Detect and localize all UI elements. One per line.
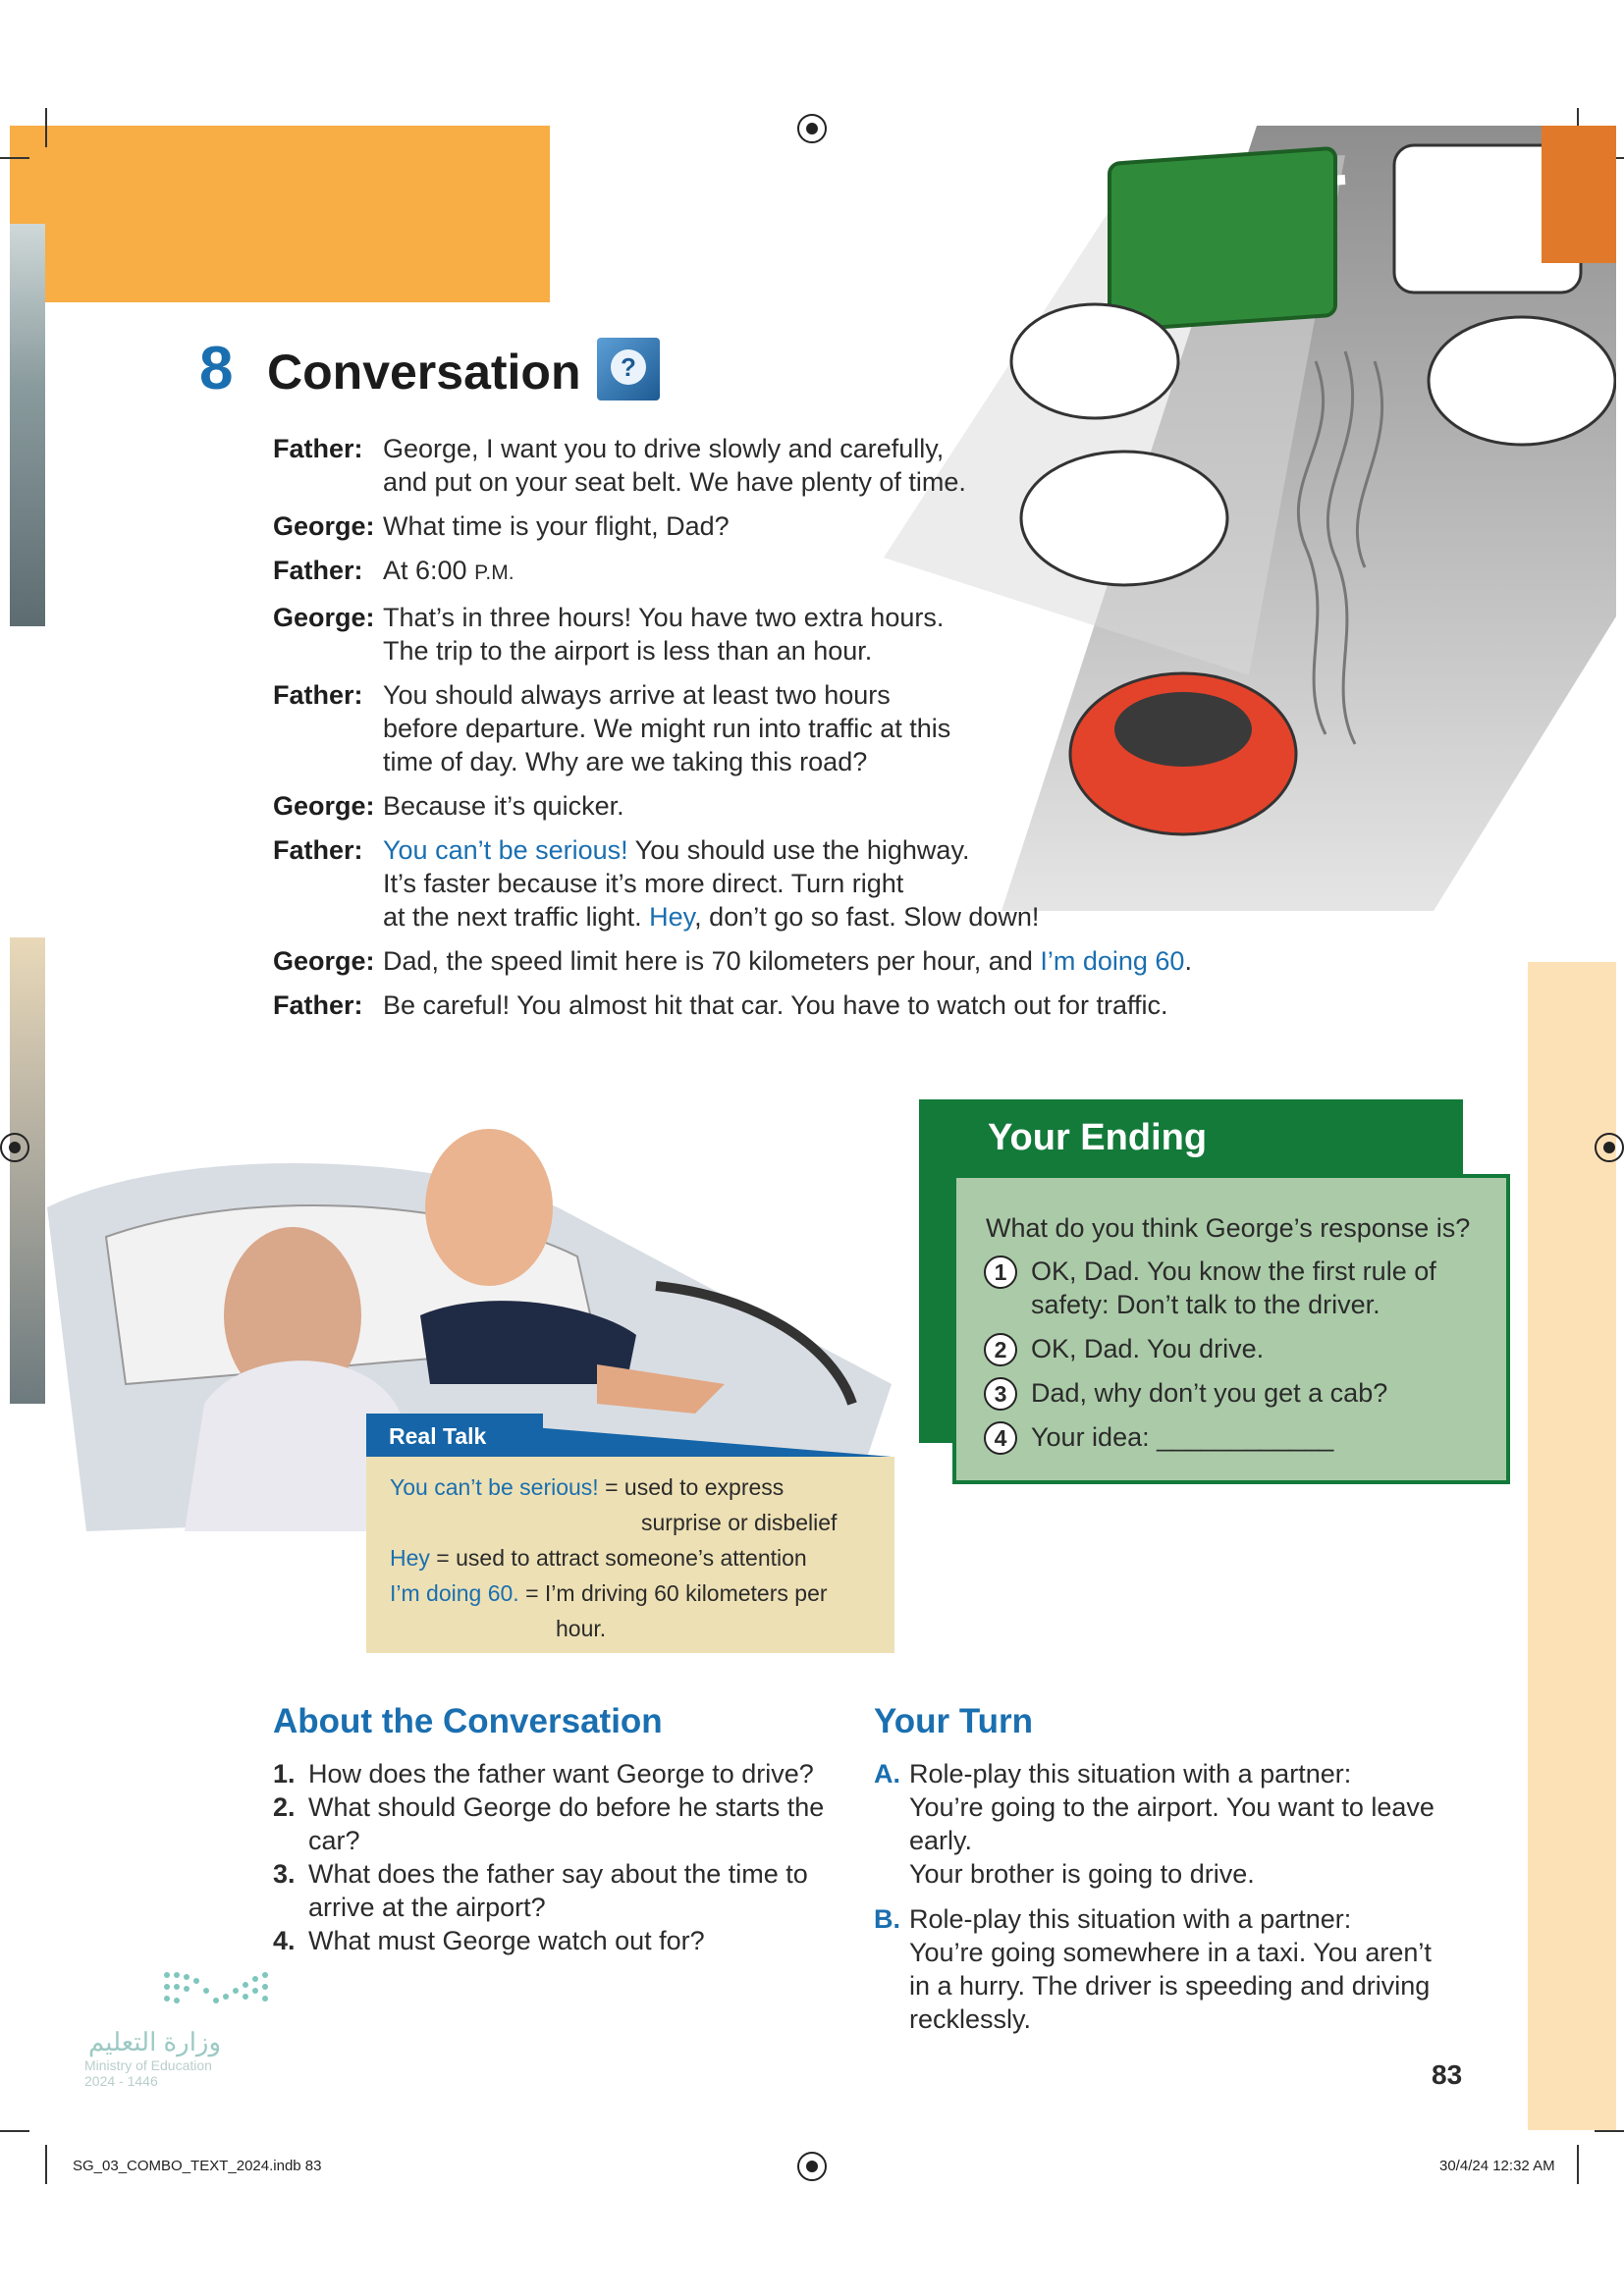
dialogue-line [273,833,1255,934]
your-turn-text: early. [909,1826,973,1855]
footer-date: 30/4/24 12:32 AM [1439,2158,1555,2174]
your-turn-title: Your Turn [874,1702,1034,1740]
your-turn-text: You’re going to the airport. You want to leave [909,1792,1435,1822]
speaker-label: George: [273,603,375,632]
real-talk-title: Real Talk [389,1423,487,1449]
speaker-label: Father: [273,556,363,585]
question-item [273,1857,862,1924]
question-number: 1. [273,1759,296,1789]
real-talk-item-cont: surprise or disbelief [641,1510,838,1535]
registration-mark-icon [797,114,827,143]
dialogue-text: Dad, the speed limit here is 70 kilometers per hour, and [383,946,1041,976]
your-turn-text: recklessly. [909,2004,1032,2034]
dialogue-text: The trip to the airport is less than an hour. [383,636,873,666]
time-suffix: P.M. [474,561,514,584]
real-talk-definition: = used to attract someone’s attention [429,1545,807,1571]
question-text: What must George watch out for? [308,1926,705,1955]
dialogue-text: before departure. We might run into traffic at this [383,714,951,743]
your-turn-item [874,1757,1483,1891]
ending-option [984,1255,1494,1321]
ending-option [984,1420,1494,1455]
question-text: What should George do before he starts the [308,1792,825,1822]
footer-file-info: SG_03_COMBO_TEXT_2024.indb 83 [73,2158,322,2174]
ministry-of-education-logo [84,1963,330,2110]
crop-mark [45,2145,47,2184]
question-text: What does the father say about the time to [308,1859,808,1889]
your-ending-title: Your Ending [988,1117,1208,1158]
question-number: 4. [273,1926,296,1955]
dialogue-text: , don’t go so fast. Slow down! [694,902,1040,932]
dialogue-text: You should always arrive at least two hours [383,680,891,710]
question-item [273,1790,862,1857]
your-turn-text: Your brother is going to drive. [909,1859,1255,1889]
your-ending-box [952,1174,1510,1484]
speaker-label: Father: [273,434,363,463]
question-item [273,1757,862,1790]
page-number: 83 [1432,2059,1463,2090]
question-text: How does the father want George to drive? [308,1759,814,1789]
real-talk-definition: = used to express [598,1474,785,1500]
question-number: 3. [273,1859,296,1889]
crop-mark [0,157,29,159]
ministry-year: 2024 - 1446 [84,2073,158,2089]
dialogue-text: It’s faster because it’s more direct. Turn right [383,869,904,898]
left-photo-strip [10,224,45,626]
ministry-logo-dots-icon [84,1963,330,2022]
speaker-label: Father: [273,990,363,1020]
real-talk-item [390,1472,784,1502]
dialogue-line [273,432,1255,499]
option-text: safety: Don’t talk to the driver. [1031,1290,1380,1319]
crop-mark [0,2130,29,2132]
your-ending-accent [919,1178,952,1443]
item-letter: B. [874,1904,900,1934]
dialogue-line [273,601,1255,667]
highlighted-phrase: I’m doing 60 [1040,946,1185,976]
your-turn-text: You’re going somewhere in a taxi. You aren’t [909,1938,1432,1967]
orange-banner [10,126,550,302]
option-text: Dad, why don’t you get a cab? [1031,1378,1388,1408]
speaker-label: George: [273,511,375,541]
dialogue-text: Because it’s quicker. [383,791,624,821]
dialogue-text: At 6:00 [383,556,475,585]
speaker-label: George: [273,791,375,821]
real-talk-definition: = I’m driving 60 kilometers per [518,1580,828,1606]
your-turn-text: Role-play this situation with a partner: [909,1904,1352,1934]
question-item [273,1924,862,1957]
registration-mark-icon [1595,1133,1624,1162]
real-talk-phrase: You can’t be serious! [390,1474,599,1500]
registration-mark-icon [0,1133,29,1162]
option-text: OK, Dad. You know the first rule of [1031,1256,1436,1286]
crop-mark [1595,2130,1624,2132]
ministry-name-english: Ministry of Education [84,2057,212,2073]
dialogue-text: time of day. Why are we taking this road? [383,747,868,776]
dialogue-text: . [1184,946,1192,976]
option-number: 2 [984,1333,1017,1366]
dialogue-text: You should use the highway. [627,835,970,865]
dialogue-text: What time is your flight, Dad? [383,511,730,541]
about-questions-list [273,1757,862,1957]
section-number: 8 [199,335,234,402]
ending-option [984,1376,1494,1411]
your-turn-list [874,1757,1483,2036]
question-text: arrive at the airport? [308,1893,546,1922]
real-talk-phrase: Hey [390,1545,430,1571]
dialogue-line [273,789,1255,823]
real-talk-box [366,1457,894,1653]
dialogue-text: and put on your seat belt. We have plenty of time. [383,467,966,497]
item-letter: A. [874,1759,900,1789]
real-talk-phrase: I’m doing 60. [390,1580,519,1606]
question-text: car? [308,1826,360,1855]
real-talk-item [390,1543,807,1573]
your-turn-text: Role-play this situation with a partner: [909,1759,1352,1789]
crop-mark [45,108,47,147]
speaker-label: George: [273,946,375,976]
dialogue-line [273,944,1255,978]
highlighted-phrase: Hey [649,902,695,932]
dialogue-text: That’s in three hours! You have two extra hours. [383,603,945,632]
dialogue-line [273,678,1255,778]
section-title: Conversation [267,345,581,400]
option-number: 4 [984,1421,1017,1455]
option-text: OK, Dad. You drive. [1031,1334,1265,1363]
your-turn-item [874,1902,1483,2036]
your-ending-question: What do you think George’s response is? [986,1213,1471,1243]
speaker-label: Father: [273,680,363,710]
dialogue-text: at the next traffic light. [383,902,650,932]
ministry-name-arabic: وزارة التعليم [88,2027,222,2056]
dialogue-text: Be careful! You almost hit that car. You have to watch out for traffic. [383,990,1168,1020]
question-number: 2. [273,1792,296,1822]
dialogue-line [273,509,1255,543]
dialogue-text: George, I want you to drive slowly and carefully, [383,434,945,463]
left-photo-strip-lower [10,937,45,1404]
conversation-dialogue [273,432,1255,1033]
option-number: 1 [984,1255,1017,1289]
question-bubble-icon: ? [597,338,660,400]
ending-option [984,1332,1494,1366]
about-conversation-title: About the Conversation [273,1702,663,1740]
real-talk-item-cont: hour. [556,1616,607,1641]
dialogue-line [273,988,1255,1022]
your-turn-text: in a hurry. The driver is speeding and driving [909,1971,1431,2001]
dialogue-line [273,554,1255,590]
highlighted-phrase: You can’t be serious! [383,835,628,865]
speaker-label: Father: [273,835,363,865]
registration-mark-icon [797,2152,827,2181]
crop-mark [1577,2145,1579,2184]
option-text: Your idea: ____________ [1031,1422,1334,1452]
real-talk-item [390,1578,828,1608]
option-number: 3 [984,1377,1017,1411]
